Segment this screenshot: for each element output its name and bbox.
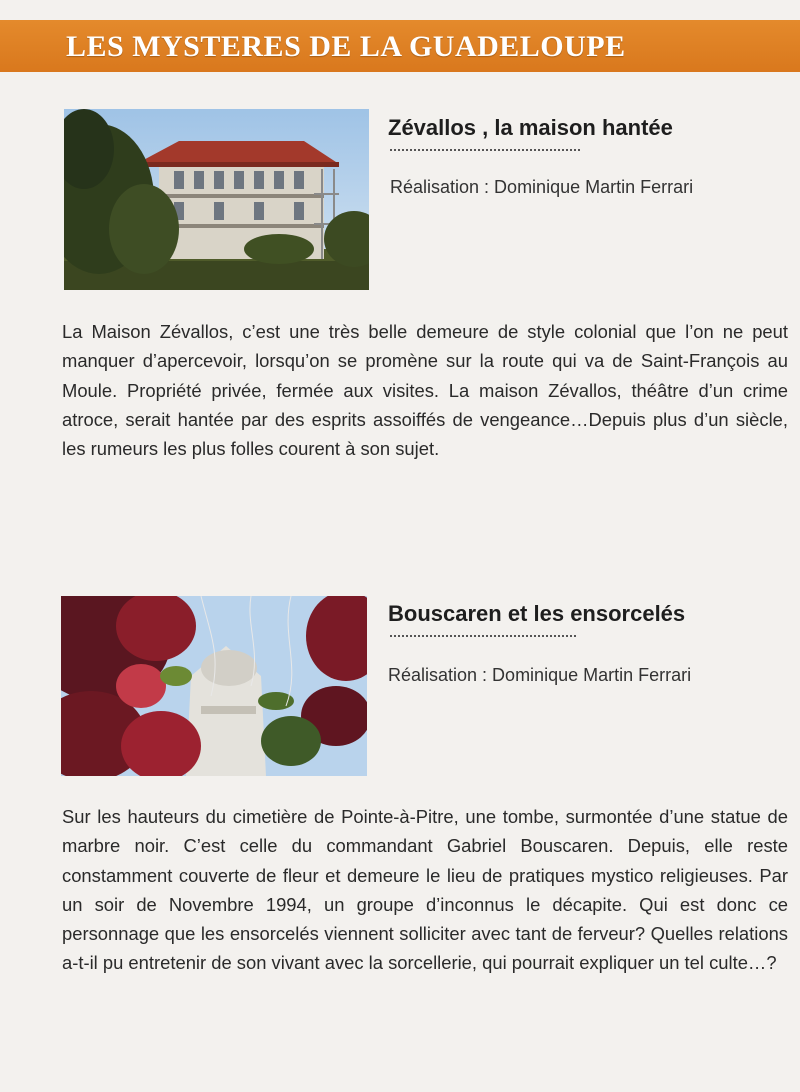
title-divider (390, 635, 576, 637)
film-title: Bouscaren et les ensorcelés (388, 601, 686, 626)
title-divider (390, 149, 580, 151)
film-description: La Maison Zévallos, c’est une très belle demeure de style colonial que l’on ne peut manquer d’apercevoir, lorsqu’on se promène sur la route qui va de Saint-François au Moule. Propriété privée, fermée aux visites. La maison Zévallos, théâtre d’un crime atroce, serait hantée par des esprits assoiffés de vengeance…Depuis plus d’un siècle, les rumeurs les plus folles courent à son sujet. (62, 321, 788, 460)
film-credit: Réalisation : Dominique Martin Ferrari (388, 665, 692, 685)
film-description: Sur les hauteurs du cimetière de Pointe-à-Pitre, une tombe, surmontée d’une statue de marbre noir. C’est celle du commandant Gabriel Bouscaren. Depuis, elle reste constamment couverte de fleur et demeure le lieu de pratiques mystico religieuses. Par un soir de Novembre 1994, un groupe d’inconnus le décapite. Qui est donc ce personnage que les ensorcelés viennent solliciter avec tant de ferveur? Quelles relations a-t-il pu entretenir de son vivant avec la sorcellerie, qui pourrait expliquer un tel culte…? (62, 806, 788, 974)
film-credit: Réalisation : Dominique Martin Ferrari (390, 177, 694, 197)
page-title: LES MYSTERES DE LA GUADELOUPE (66, 30, 626, 63)
header-banner (0, 20, 800, 72)
colonial-house-photo (64, 109, 369, 290)
film-title: Zévallos , la maison hantée (388, 115, 673, 140)
flowers-statue-photo (61, 596, 367, 776)
